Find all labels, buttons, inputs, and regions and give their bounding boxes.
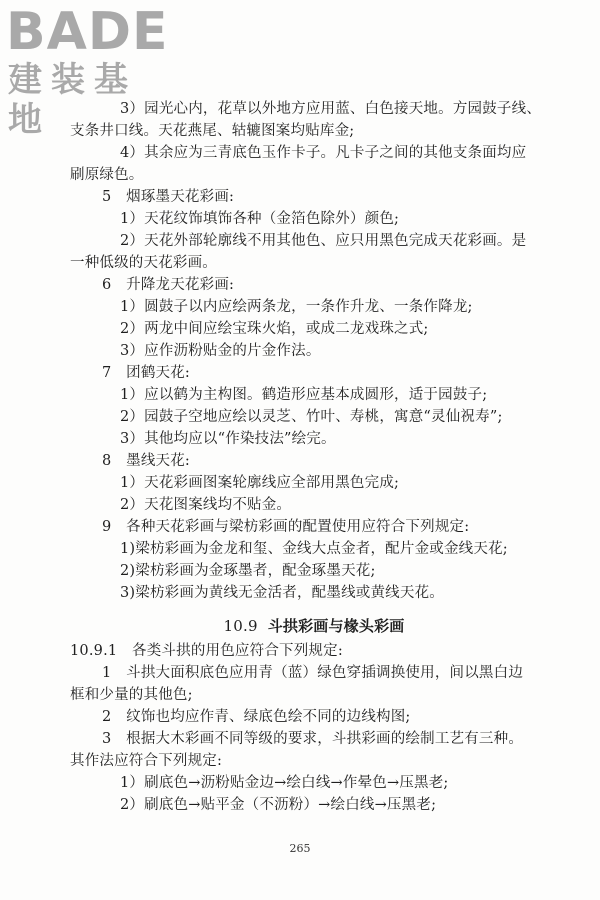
logo-wordmark: BADE (6, 2, 169, 62)
text-line: 3）园光心内，花草以外地方应用蓝、白色接天地。方园鼓子线、 (120, 101, 542, 117)
text-line: 10.9.1 各类斗拱的用色应符合下列规定: (70, 643, 343, 659)
text-line: 一种低级的天花彩画。 (70, 255, 217, 271)
text-line: 2）天花图案线均不贴金。 (120, 497, 292, 513)
section-title: 斗拱彩画与椽头彩画 (267, 617, 405, 635)
text-line: 3）其他均应以“作染技法”绘完。 (120, 431, 336, 447)
text-line: 其作法应符合下列规定: (70, 753, 223, 769)
text-line: 5 烟琢墨天花彩画: (102, 189, 235, 205)
text-line: 6 升降龙天花彩画: (102, 277, 235, 293)
text-line: 框和少量的其他色; (70, 687, 193, 703)
text-line: 3)梁枋彩画为黄线无金活者，配墨线或黄线天花。 (120, 585, 444, 601)
text-line: 支条井口线。天花燕尾、轱辘图案均贴库金; (70, 123, 355, 139)
text-line: 2)梁枋彩画为金琢墨者，配金琢墨天花; (120, 563, 376, 579)
text-line: 3）应作沥粉贴金的片金作法。 (120, 343, 321, 359)
text-line: 1）刷底色→沥粉贴金边→绘白线→作晕色→压黑老; (120, 775, 449, 791)
text-line: 刷原绿色。 (70, 167, 144, 183)
text-line: 1）天花彩画图案轮廓线应全部用黑色完成; (120, 475, 400, 491)
text-line: 1）圆鼓子以内应绘两条龙，一条作升龙、一条作降龙; (120, 299, 473, 315)
text-line: 4）其余应为三青底色玉作卡子。凡卡子之间的其他支条面均应 (120, 145, 527, 161)
text-line: 2 纹饰也均应作青、绿底色绘不同的边线构图; (102, 709, 411, 725)
text-line: 1 斗拱大面积底色应用青（蓝）绿色穿插调换使用，间以黑白边 (102, 665, 524, 681)
section-heading (74, 614, 554, 638)
section-number: 10.9 (223, 617, 258, 635)
text-line: 2）刷底色→贴平金（不沥粉）→绘白线→压黑老; (120, 797, 437, 813)
text-line: 3 根据大木彩画不同等级的要求，斗拱彩画的绘制工艺有三种。 (102, 731, 524, 747)
text-line: 2）天花外部轮廓线不用其他色、应只用黑色完成天花彩画。是 (120, 233, 527, 249)
text-line: 1）应以鹤为主构图。鹤造形应基本成圆形，适于园鼓子; (120, 387, 488, 403)
logo-chinese-name: 建装基地 (8, 60, 137, 140)
text-line: 2）园鼓子空地应绘以灵芝、竹叶、寿桃，寓意“灵仙祝寿”; (120, 409, 503, 425)
text-line: 7 团鹤天花: (102, 365, 191, 381)
bade-logo (6, 2, 176, 140)
text-line: 2）两龙中间应绘宝珠火焰，或成二龙戏珠之式; (120, 321, 429, 337)
text-line: 1）天花纹饰填饰各种（金箔色除外）颜色; (120, 211, 400, 227)
page-body (70, 98, 554, 816)
text-line: 9 各种天花彩画与梁枋彩画的配置使用应符合下列规定: (102, 519, 470, 535)
page-number: 265 (289, 842, 311, 855)
text-line: 8 墨线天花: (102, 453, 191, 469)
text-line: 1)梁枋彩画为金龙和玺、金线大点金者，配片金或金线天花; (120, 541, 508, 557)
